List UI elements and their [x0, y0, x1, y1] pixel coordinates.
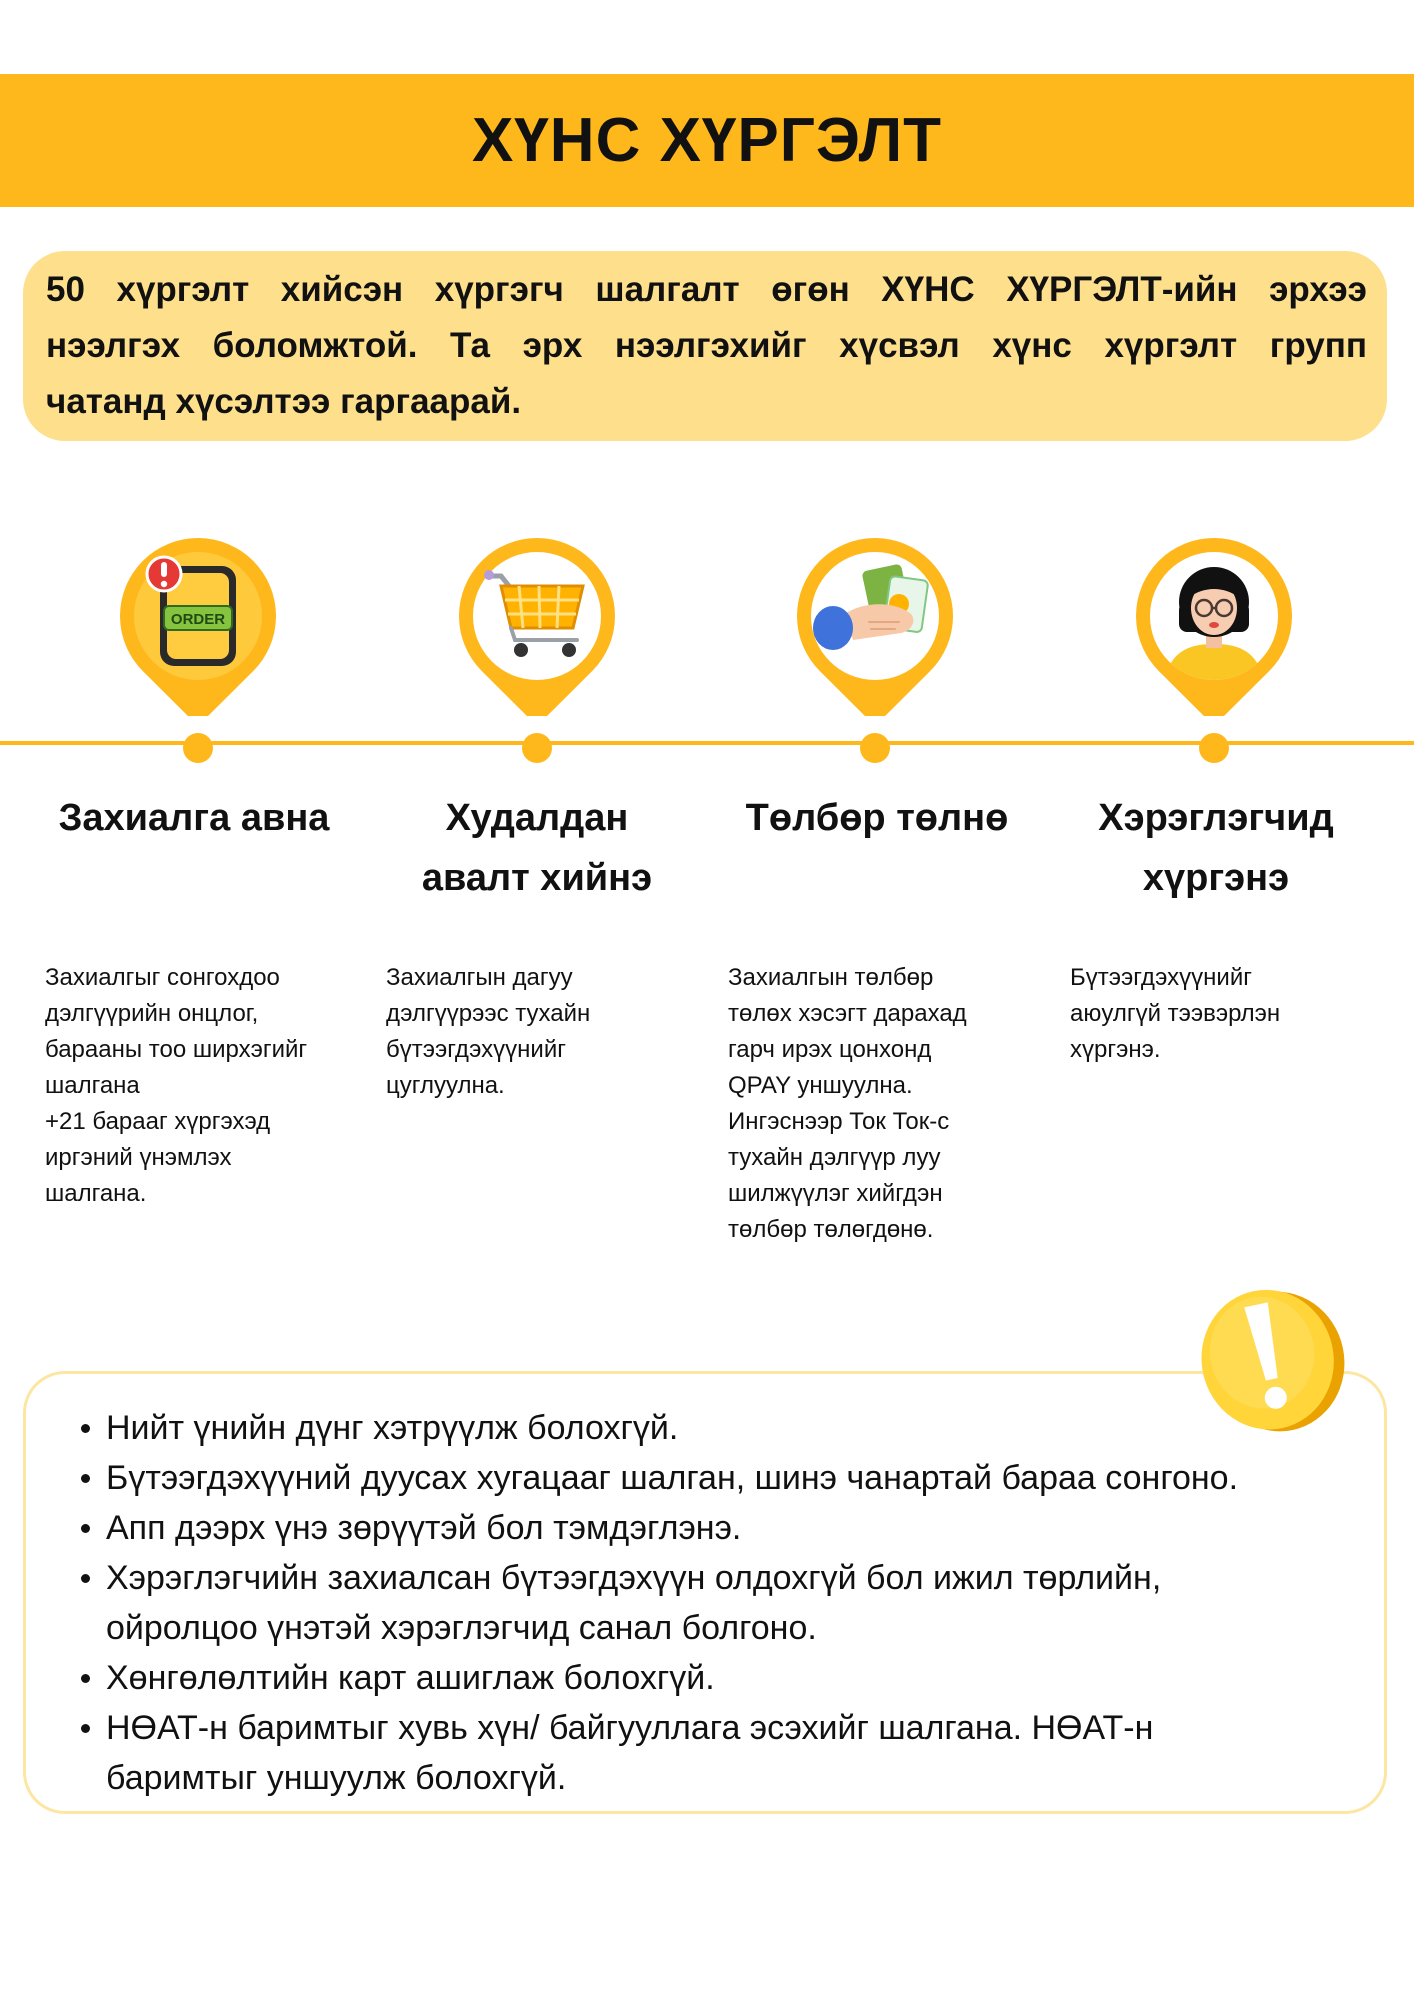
- header-banner: [0, 74, 1414, 207]
- step-description-line: Захиалгыг сонгохдоо: [45, 964, 280, 991]
- list-item-text: Апп дээрх үнэ зөрүүтэй бол тэмдэглэнэ.: [106, 1509, 742, 1547]
- step-pin-payment: [775, 516, 975, 716]
- step-description-line: шалгана.: [45, 1180, 147, 1207]
- step-pin-cart: [437, 516, 637, 716]
- list-item-text: ойролцоо үнэтэй хэрэглэгчид санал болгоно.: [106, 1609, 817, 1647]
- order-badge-label: ORDER: [170, 611, 226, 628]
- step-description-line: цуглуулна.: [386, 1072, 505, 1099]
- step-description-line: гарч ирэх цонхонд: [728, 1036, 932, 1063]
- list-item: [106, 1653, 1384, 1703]
- step-description-line: шалгана: [45, 1072, 140, 1099]
- step-description-delivery: [1070, 960, 1280, 1068]
- step-description-line: дэлгүүрийн онцлог,: [45, 1000, 259, 1027]
- list-item: [106, 1703, 1384, 1803]
- step-description-line: барааны тоо ширхэгийг: [45, 1036, 308, 1063]
- step-description-line: Ингэснээр Ток Ток-с: [728, 1108, 950, 1135]
- step-title-order: [34, 788, 354, 848]
- list-item-text: НӨАТ-н баримтыг хувь хүн/ байгууллага эсэхийг шалгана. НӨАТ-н: [106, 1709, 1154, 1747]
- step-description-line: хүргэнэ.: [1070, 1036, 1161, 1063]
- step-title-line: Захиалга авна: [58, 797, 330, 839]
- step-title-line: Худалдан: [445, 797, 629, 839]
- step-description-line: дэлгүүрээс тухайн: [386, 1000, 591, 1027]
- step-description-line: Захиалгын дагуу: [386, 964, 573, 991]
- step-pin-order: [98, 516, 298, 716]
- step-title-delivery: [1056, 788, 1376, 908]
- step-description-line: төлбөр төлөгдөнө.: [728, 1216, 934, 1243]
- timeline-dot: [522, 733, 552, 763]
- list-item-text: Хөнгөлөлтийн карт ашиглаж болохгүй.: [106, 1659, 715, 1697]
- list-item-text: Нийт үнийн дүнг хэтрүүлж болохгүй.: [106, 1409, 679, 1447]
- notes-list: [26, 1374, 1384, 1803]
- intro-text-line: нээлгэх боломжтой. Та эрх нээлгэхийг хүсвэл хүнс хүргэлт групп: [46, 326, 1367, 365]
- list-item-text: Хэрэглэгчийн захиалсан бүтээгдэхүүн олдохгүй бол ижил төрлийн,: [106, 1559, 1162, 1597]
- list-item: [106, 1453, 1384, 1503]
- step-description-line: +21 барааг хүргэхэд: [45, 1108, 271, 1135]
- step-description-line: QPAY уншуулна.: [728, 1072, 913, 1099]
- step-pin-delivery: [1114, 516, 1314, 716]
- step-description-line: иргэний үнэмлэх: [45, 1144, 232, 1171]
- step-description-line: Бүтээгдэхүүнийг: [1070, 964, 1252, 991]
- list-item-text: баримтыг уншуулж болохгүй.: [106, 1759, 567, 1797]
- intro-box: [23, 251, 1387, 441]
- timeline-dot: [860, 733, 890, 763]
- step-description-line: аюулгүй тээвэрлэн: [1070, 1000, 1281, 1027]
- list-item: [106, 1503, 1384, 1553]
- step-title-line: Хэрэглэгчид: [1098, 797, 1334, 839]
- step-description-shopping: [386, 960, 590, 1104]
- timeline-dot: [183, 733, 213, 763]
- notes-box: [23, 1371, 1387, 1814]
- list-item: [106, 1553, 1384, 1653]
- step-description-line: бүтээгдэхүүнийг: [386, 1036, 566, 1063]
- exclamation-coin-icon: [1186, 1271, 1356, 1451]
- step-description-line: шилжүүлэг хийгдэн: [728, 1180, 943, 1207]
- step-description-order: [45, 960, 307, 1212]
- step-description-line: төлөх хэсэгт дарахад: [728, 1000, 967, 1027]
- intro-text-line: чатанд хүсэлтээ гаргаарай.: [46, 382, 522, 421]
- step-description-line: тухайн дэлгүүр луу: [728, 1144, 941, 1171]
- timeline-dot: [1199, 733, 1229, 763]
- step-title-line: Төлбөр төлнө: [745, 797, 1009, 839]
- step-title-line: авалт хийнэ: [421, 857, 653, 899]
- step-description-line: Захиалгын төлбөр: [728, 964, 934, 991]
- step-description-payment: [728, 960, 967, 1248]
- step-title-shopping: [377, 788, 697, 908]
- page-title: ХҮНС ХҮРГЭЛТ: [471, 106, 943, 175]
- intro-text-line: 50 хүргэлт хийсэн хүргэгч шалгалт өгөн ХҮНС ХҮРГЭЛТ-ийн эрхээ: [46, 270, 1367, 309]
- step-title-payment: [717, 788, 1037, 848]
- order-tablet-icon: [147, 557, 236, 666]
- step-title-line: хүргэнэ: [1142, 857, 1290, 899]
- list-item-text: Бүтээгдэхүүний дуусах хугацааг шалган, шинэ чанартай бараа сонгоно.: [106, 1459, 1239, 1497]
